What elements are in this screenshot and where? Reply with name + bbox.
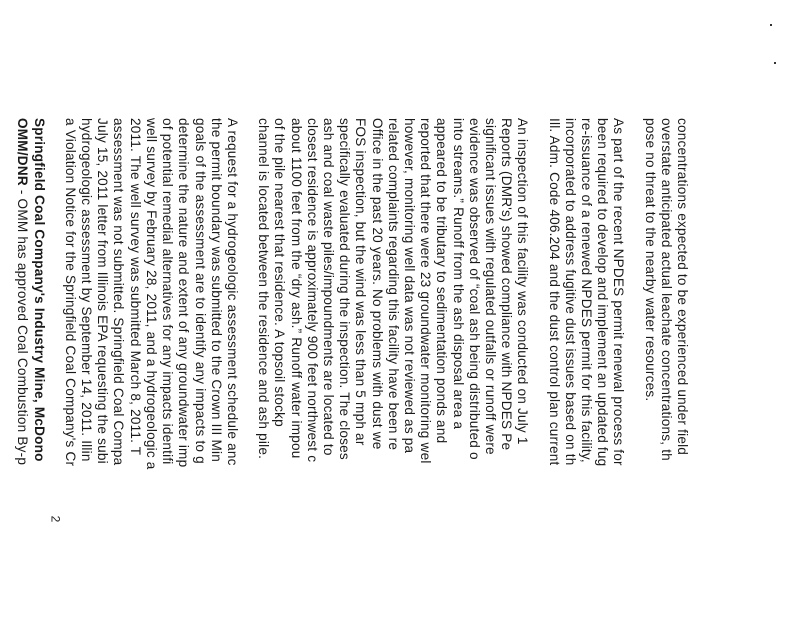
- scan-speck: [774, 62, 776, 64]
- text-line: pose no threat to the nearby water resources.: [642, 118, 658, 402]
- text-line: Ill. Adm. Code 406.204 and the dust control plan current: [546, 118, 562, 466]
- text-line: however, monitoring well data was not reviewed as pa: [401, 118, 417, 454]
- text-line: a Violation Notice for the Springfield Coal Company's Cr: [62, 118, 78, 467]
- body-text: - OMM has approved Coal Combustion By-p: [15, 185, 31, 466]
- text-line: assessment was not submitted. Springfield Coal Compa: [111, 118, 127, 466]
- paragraph: [14, 118, 46, 618]
- text-line: concentrations expected to be experienced under field: [675, 118, 690, 456]
- text-line: been required to develop and implement an updated fug: [595, 118, 611, 467]
- text-line: Reports (DMR's) showed compliance with NPDES Pe: [499, 118, 515, 451]
- text-line: channel is located between the residence and ash pile.: [256, 118, 272, 460]
- text-line: appeared to be tributary to sedimentation ponds and: [434, 118, 450, 444]
- text-line: about 1100 feet from the “dry ash.” Runoff water impou: [288, 118, 304, 459]
- scan-speck: [770, 24, 772, 26]
- text-line: re-issuance of a renewed NPDES permit for this facility,: [578, 118, 594, 463]
- text-line: of potential remedial alternatives for any impacts identifi: [160, 118, 176, 465]
- text-line: 2011. The well survey was submitted March 8, 2011. T: [127, 118, 143, 456]
- text-line: July 15, 2011 letter from Illinois EPA requesting the subi: [95, 118, 111, 464]
- bold-heading-text: OMM/DNR: [15, 118, 31, 186]
- paragraph: [641, 118, 690, 618]
- paragraph: [62, 118, 240, 618]
- text-line: into streams.” Runoff from the ash disposal area a: [450, 118, 466, 430]
- text-line: significant issues with regulated outfalls or runoff were: [482, 118, 498, 455]
- text-line: hydrogeologic assessment by September 14, 2011. Illin: [79, 118, 95, 462]
- text-line: A request for a hydrogeologic assessment schedule anc: [224, 118, 240, 466]
- text-line: incorporated to address fugitive dust issues based on th: [562, 118, 578, 466]
- rotated-text-block: [0, 118, 690, 618]
- text-line: As part of the recent NPDES permit renewal process for: [611, 118, 627, 466]
- text-line: closest residence is approximately 900 feet northwest c: [304, 118, 320, 463]
- text-line: goals of the assessment are to identify any impacts to g: [192, 118, 208, 464]
- paragraph: [545, 118, 626, 618]
- text-line: Office in the past 20 years. No problems with dust we: [369, 118, 385, 450]
- text-line: An inspection of this facility was conducted on July 1: [515, 118, 531, 445]
- paragraph: [255, 118, 530, 618]
- text-line: reported that there were 23 groundwater monitoring wel: [418, 118, 434, 464]
- text-line: determine the nature and extent of any groundwater imp: [176, 118, 192, 468]
- text-line: evidence was observed of “coal ash being distributed o: [466, 118, 482, 460]
- text-line: well survey by February 28, 2011, and a hydrogeologic a: [143, 118, 159, 470]
- text-line: [14, 118, 30, 618]
- page-number: 2: [48, 515, 63, 523]
- text-line: related complaints regarding this facility have been re: [385, 118, 401, 451]
- text-line: FOS inspection, but the wind was less than 5 mph ar: [353, 118, 369, 446]
- text-line: of the pile nearest that residence. A topsoil stockp: [272, 118, 288, 427]
- text-line: Springfield Coal Company's Industry Mine, McDono: [31, 118, 47, 462]
- text-line: the permit boundary was submitted to the Crown III Min: [208, 118, 224, 462]
- text-line: overstate anticipated actual leachate concentrations, th: [658, 118, 674, 461]
- text-line: specifically evaluated during the inspection. The closes: [337, 118, 353, 460]
- text-line: ash and coal waste piles/impoundments are located to: [320, 118, 336, 456]
